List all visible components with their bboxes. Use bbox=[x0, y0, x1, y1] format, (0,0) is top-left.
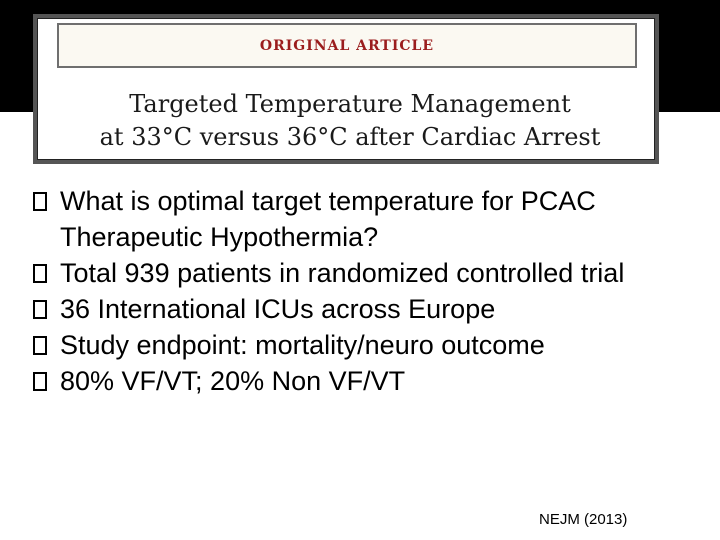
bullet-box-icon bbox=[30, 363, 60, 399]
bullet-item bbox=[30, 291, 710, 327]
bullet-item bbox=[30, 327, 710, 363]
bullet-list bbox=[30, 183, 710, 399]
article-title-line-2: at 33°C versus 36°C after Cardiac Arrest bbox=[99, 123, 601, 151]
bullet-text: 36 International ICUs across Europe bbox=[60, 294, 496, 324]
article-type-label: ORIGINAL ARTICLE bbox=[259, 37, 435, 54]
bullet-box-icon bbox=[30, 255, 60, 291]
bullet-text: What is optimal target temperature for PCAC Therapeutic Hypothermia? bbox=[60, 186, 596, 252]
bullet-text: Study endpoint: mortality/neuro outcome bbox=[60, 330, 545, 360]
article-header-image bbox=[33, 14, 659, 164]
article-type-bar bbox=[57, 23, 637, 68]
citation: NEJM (2013) bbox=[539, 511, 628, 528]
bullet-item bbox=[30, 183, 710, 255]
bullet-box-icon bbox=[30, 327, 60, 363]
bullet-text: Total 939 patients in randomized controlled trial bbox=[60, 258, 625, 288]
bullet-box-icon bbox=[30, 291, 60, 327]
article-title-line-1: Targeted Temperature Management bbox=[129, 90, 571, 118]
bullet-item bbox=[30, 363, 710, 399]
bullet-item bbox=[30, 255, 710, 291]
bullet-text: 80% VF/VT; 20% Non VF/VT bbox=[60, 366, 406, 396]
article-title bbox=[37, 88, 663, 154]
bullet-box-icon bbox=[30, 183, 60, 219]
